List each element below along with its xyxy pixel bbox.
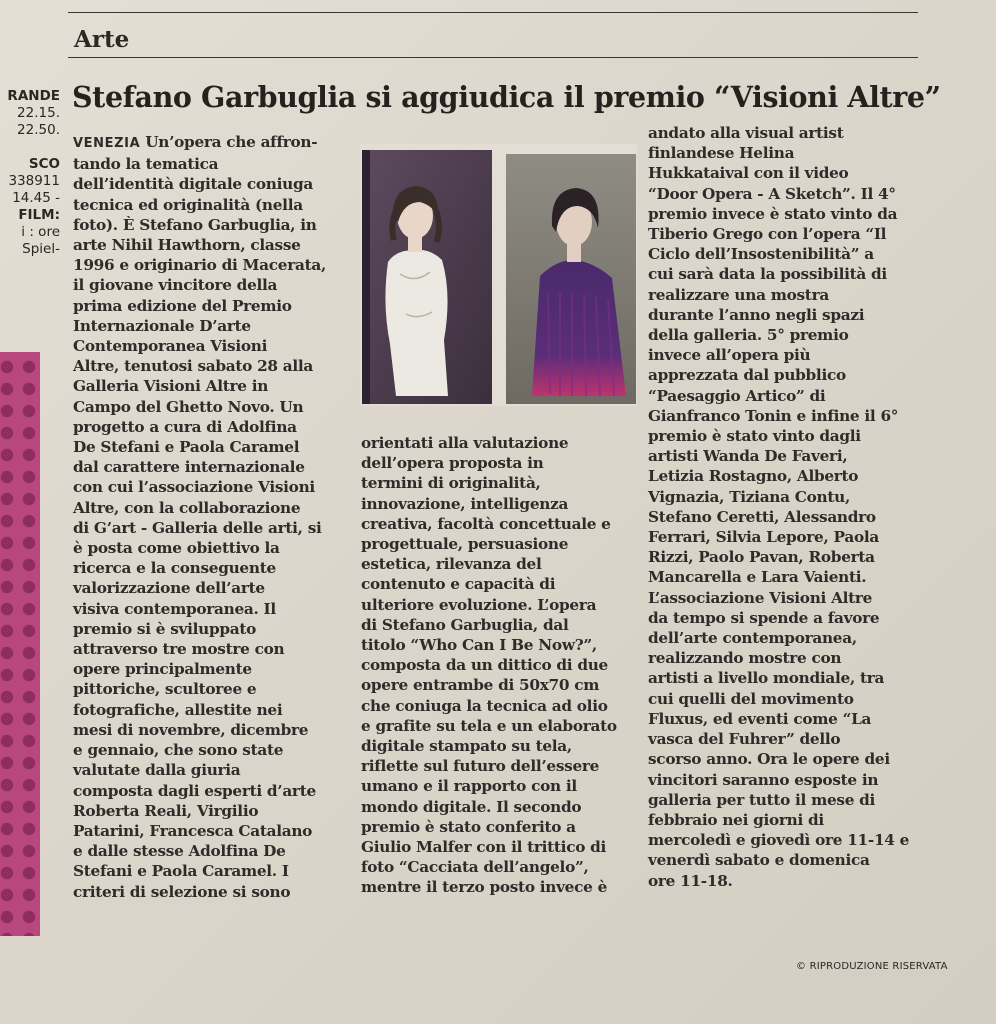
text-line: e dalle stesse Adolfina De	[73, 842, 286, 861]
article-column-1	[73, 132, 345, 902]
text-line: Altre, tenutosi sabato 28 alla	[73, 357, 314, 376]
text-line: cui sarà data la possibilità di	[648, 265, 887, 284]
snippet-line: Spiel-	[22, 241, 60, 257]
text-line: Stefani e Paola Caramel. I	[73, 862, 289, 881]
text-line: orientati alla valutazione	[361, 434, 569, 452]
text-line: opere entrambe di 50x70 cm	[361, 676, 600, 695]
text-line: Mancarella e Lara Vaienti.	[648, 568, 867, 587]
snippet-line: i : ore	[21, 224, 60, 240]
text-line: vasca del Fuhrer” dello	[648, 730, 841, 749]
text-line: titolo “Who Can I Be Now?”,	[361, 636, 597, 655]
text-line: Ciclo dell’Insostenibilità” a	[648, 245, 874, 264]
text-line: andato alla visual artist	[648, 124, 844, 142]
text-line: estetica, rilevanza del	[361, 555, 542, 574]
text-line: scorso anno. Ora le opere dei	[648, 750, 890, 769]
text-line: febbraio nei giorni di	[648, 810, 824, 829]
snippet-line	[0, 139, 60, 156]
text-line: artisti Wanda De Faveri,	[648, 447, 848, 466]
text-line: Rizzi, Paolo Pavan, Roberta	[648, 548, 875, 567]
text-line: ulteriore evoluzione. L’opera	[361, 595, 597, 614]
text-line: dell’identità digitale coniuga	[73, 175, 313, 194]
text-line: progettuale, persuasione	[361, 535, 569, 554]
text-line: Ferrari, Silvia Lepore, Paola	[648, 528, 879, 547]
text-line: Tiberio Grego con l’opera “Il	[648, 225, 887, 244]
article-column-2	[361, 433, 629, 898]
text-line: fotografiche, allestite nei	[73, 700, 283, 719]
text-line: 1996 e originario di Macerata,	[73, 256, 326, 275]
text-line: “Door Opera - A Sketch”. Il 4°	[648, 184, 896, 203]
article-photo-diptych	[360, 144, 637, 406]
text-line: realizzando mostre con	[648, 649, 842, 668]
text-line: visiva contemporanea. Il	[73, 599, 276, 618]
text-line: invece all’opera più	[648, 346, 811, 365]
text-line: VENEZIA Un’opera che affron-	[73, 133, 318, 151]
snippet-line: 14.45 -	[12, 190, 60, 206]
text-line: L’associazione Visioni Altre	[648, 588, 873, 607]
text-line: innovazione, intelligenza	[361, 494, 569, 513]
text-line: Vignazia, Tiziana Contu,	[648, 487, 850, 506]
text-line: tecnica ed originalità (nella	[73, 195, 303, 214]
snippet-line: 22.50.	[17, 122, 60, 138]
text-line: Stefano Ceretti, Alessandro	[648, 507, 876, 526]
text-line: durante l’anno negli spazi	[648, 305, 865, 324]
text-line: mondo digitale. Il secondo	[361, 797, 582, 816]
snippet-line: 22.15.	[17, 105, 60, 121]
text-line: e gennaio, che sono state	[73, 741, 284, 760]
text-line: Roberta Reali, Virgilio	[73, 801, 259, 820]
text-line: vincitori saranno esposte in	[648, 770, 879, 789]
text-line: è posta come obiettivo la	[73, 539, 280, 558]
text-line: ore 11-18.	[648, 871, 733, 890]
text-line: arte Nihil Hawthorn, classe	[73, 236, 301, 255]
section-rule	[68, 57, 918, 58]
snippet-line: RANDE	[7, 88, 60, 104]
text-line: Altre, con la collaborazione	[73, 498, 301, 517]
figure-left-body	[385, 250, 448, 396]
text-line: premio è stato vinto dagli	[648, 427, 861, 446]
text-line: realizzare una mostra	[648, 285, 829, 304]
text-line: Fluxus, ed eventi come “La	[648, 709, 872, 728]
text-line: foto). È Stefano Garbuglia, in	[73, 215, 317, 234]
text-line: Contemporanea Visioni	[73, 337, 268, 356]
text-line: mentre il terzo posto invece è	[361, 878, 608, 897]
snippet-line: 338911	[8, 173, 60, 189]
text-line: opere principalmente	[73, 660, 252, 679]
text-line: Patarini, Francesca Catalano	[73, 821, 313, 840]
text-line: prima edizione del Premio	[73, 296, 292, 315]
text-line: dal carattere internazionale	[73, 458, 305, 477]
text-line: pittoriche, scultoree e	[73, 680, 257, 699]
text-line: creativa, facoltà concettuale e	[361, 514, 611, 533]
text-line: artisti a livello mondiale, tra	[648, 669, 885, 688]
text-line: galleria per tutto il mese di	[648, 790, 876, 809]
snippet-line: SCO	[28, 156, 60, 172]
dateline-kicker: VENEZIA	[73, 136, 141, 151]
text-line: Campo del Ghetto Novo. Un	[73, 397, 304, 416]
text-line: apprezzata dal pubblico	[648, 366, 846, 385]
text-line: cui quelli del movimento	[648, 689, 854, 708]
text-line: Letizia Rostagno, Alberto	[648, 467, 859, 486]
text-line: attraverso tre mostre con	[73, 640, 285, 659]
text-line: Internazionale D’arte	[73, 316, 251, 335]
text-line: di Stefano Garbuglia, dal	[361, 615, 569, 634]
copyright-notice: © RIPRODUZIONE RISERVATA	[796, 961, 948, 972]
adjacent-column-snippets	[0, 88, 60, 258]
text-line: della galleria. 5° premio	[648, 326, 849, 345]
text-line: finlandese Helina	[648, 144, 795, 163]
section-label: Arte	[74, 26, 130, 53]
text-line: premio invece è stato vinto da	[648, 204, 898, 223]
text-line: da tempo si spende a favore	[648, 608, 880, 627]
text-line: riflette sul futuro dell’essere	[361, 757, 600, 776]
top-rule	[68, 12, 918, 13]
text-line: Giulio Malfer con il trittico di	[361, 838, 607, 857]
text-line: dell’opera proposta in	[361, 454, 544, 473]
text-line: e grafite su tela e un elaborato	[361, 716, 617, 735]
text-line: composta dagli esperti d’arte	[73, 781, 316, 800]
text-line: valorizzazione dell’arte	[73, 579, 265, 598]
adjacent-ad-dot-pattern	[0, 352, 40, 936]
text-line: foto “Cacciata dell’angelo”,	[361, 858, 589, 877]
snippet-line: FILM:	[18, 207, 60, 223]
text-line: ricerca e la conseguente	[73, 559, 276, 578]
text-line: criteri di selezione si sono	[73, 882, 291, 901]
text-line: con cui l’associazione Visioni	[73, 478, 315, 497]
text-line: Gianfranco Tonin e infine il 6°	[648, 406, 899, 425]
text-line: “Paesaggio Artico” di	[648, 386, 826, 405]
text-line: De Stefani e Paola Caramel	[73, 438, 300, 457]
text-line: Galleria Visioni Altre in	[73, 377, 269, 396]
text-line: tando la tematica	[73, 155, 219, 174]
article-column-3	[648, 123, 948, 891]
text-line: premio è stato conferito a	[361, 817, 576, 836]
headline: Stefano Garbuglia si aggiudica il premio “Visioni Altre”	[72, 80, 941, 114]
text-line: contenuto e capacità di	[361, 575, 556, 594]
text-line: Hukkataival con il video	[648, 164, 849, 183]
text-line: premio si è sviluppato	[73, 619, 257, 638]
text-line: dell’arte contemporanea,	[648, 629, 857, 648]
text-line: che coniuga la tecnica ad olio	[361, 696, 608, 715]
text-line: il giovane vincitore della	[73, 276, 278, 295]
text-line: termini di originalità,	[361, 474, 541, 493]
text-line: mercoledì e giovedì ore 11-14 e	[648, 831, 910, 850]
text-line: valutate dalla giuria	[73, 761, 241, 780]
text-line: di G’art - Galleria delle arti, si	[73, 518, 322, 537]
text-line: mesi di novembre, dicembre	[73, 720, 309, 739]
text-line: digitale stampato su tela,	[361, 737, 572, 756]
text-line: venerdì sabato e domenica	[648, 851, 870, 870]
text-line: umano e il rapporto con il	[361, 777, 577, 796]
text-line: progetto a cura di Adolfina	[73, 417, 297, 436]
text-line: composta da un dittico di due	[361, 656, 608, 675]
